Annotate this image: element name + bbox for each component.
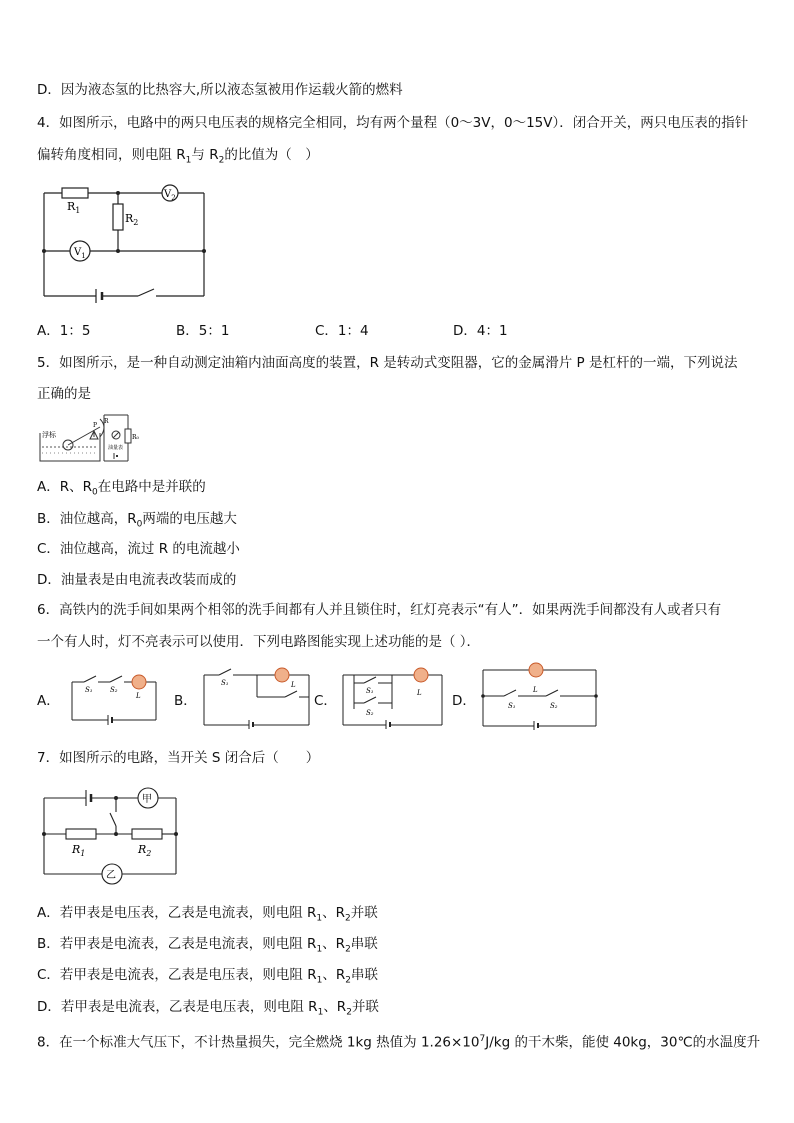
q3-option-d: D．因为液态氢的比热容大,所以液态氢被用作运载火箭的燃料 (37, 82, 403, 98)
q4-label-r1: $R_1$ (67, 200, 81, 215)
q7-option-a-sub1: 1 (316, 913, 323, 924)
q5-option-d: D．油量表是由电流表改装而成的 (37, 572, 237, 588)
q6a-switch-s1 (84, 676, 96, 682)
q6c-label-s1: S₁ (366, 687, 374, 695)
q7-circuit-diagram (40, 786, 182, 888)
q7-option-a-sub2: 2 (345, 913, 351, 924)
q4-sub1: 1 (185, 155, 192, 166)
q6b-label-s1: S₁ (221, 679, 229, 687)
q5-option-a-sub: 0 (92, 487, 98, 498)
q5-option-a-tail: 在电路中是并联的 (97, 479, 206, 495)
q6-circuit-a (70, 670, 160, 725)
q4-option-c: C．1：4 (315, 323, 369, 339)
q7-option-c-tail: 串联 (350, 967, 378, 983)
q5-option-c: C．油位越高，流过 R 的电流越小 (37, 541, 240, 557)
q6-circuit-d (480, 660, 600, 730)
q6a-label-l: L (136, 692, 141, 700)
q7-resistor-r2 (132, 829, 162, 839)
q7-option-b-sub2: 2 (345, 944, 351, 955)
q7-option-c-sub1: 1 (316, 975, 323, 986)
q6b-label-l: L (291, 681, 296, 689)
q6-label-c: C． (314, 693, 337, 709)
q5-label-r: R (104, 418, 109, 425)
q5-option-a-text: A．R、R (37, 479, 92, 495)
q5-lever (68, 427, 100, 445)
q7-stem: 7．如图所示的电路，当开关 S 闭合后（ ） (37, 750, 320, 766)
q5-stem-line1: 5．如图所示，是一种自动测定油箱内油面高度的装置，R 是转动式变阻器，它的金属滑片 P 是杠杆的一端，下列说法 (37, 355, 738, 371)
q7-option-b-mid: 、R (322, 936, 346, 952)
q6c-label-l: L (417, 689, 422, 697)
q6b-lamp-l (275, 668, 289, 682)
q4-stem-line1: 4．如图所示，电路中的两只电压表的规格完全相同，均有两个量程（0～3V，0～15V）．闭合开关，两只电压表的指针 (37, 115, 749, 131)
q7-option-d-sub2: 2 (346, 1007, 352, 1018)
q4-switch (138, 289, 154, 296)
q4-stem-line2 (37, 146, 319, 170)
q7-switch-s (110, 813, 116, 826)
q4-label-v2: $V_2$ (164, 189, 176, 202)
q5-resistor-r0 (125, 429, 131, 443)
q6a-lamp-l (132, 675, 146, 689)
q6-stem-line2: 一个有人时，灯不亮表示可以使用．下列电路图能实现上述功能的是（ ）． (37, 634, 481, 650)
q6a-label-s1: S₁ (85, 686, 93, 694)
q4-option-b: B．5：1 (176, 323, 230, 339)
q5-option-a (37, 478, 206, 502)
q8-stem (37, 1030, 760, 1052)
q8-stem-sup: 7 (479, 1034, 486, 1044)
q7-option-b-tail: 串联 (350, 936, 378, 952)
q7-option-b-text: B．若甲表是电流表，乙表是电流表，则电阻 R (37, 936, 317, 952)
q5-label-float: 浮标 (42, 431, 56, 439)
q7-option-a-mid: 、R (322, 905, 346, 921)
q8-stem-part-a: 8．在一个标准大气压下，不计热量损失，完全燃烧 1kg 热值为 1.26×10 (37, 1034, 480, 1051)
q7-option-d-text: D．若甲表是电流表，乙表是电压表，则电阻 R (37, 999, 318, 1015)
q4-label-r2: $R_2$ (125, 212, 139, 227)
q7-label-r1: $R_1$ (72, 843, 86, 858)
q4-stem-part-b: 与 R (191, 147, 219, 163)
q6b-switch-s1 (219, 669, 231, 675)
q4-option-d: D．4：1 (453, 323, 508, 339)
q4-stem-part-c: 的比值为（ ） (224, 147, 319, 163)
q7-option-c-text: C．若甲表是电流表，乙表是电压表，则电阻 R (37, 967, 317, 983)
q5-stem-line2: 正确的是 (37, 386, 91, 402)
q5-option-b-tail: 两端的电压越大 (142, 511, 237, 527)
q6-circuit-c (340, 665, 446, 729)
q5-label-p: P (93, 422, 98, 429)
q4-sub2: 2 (218, 155, 225, 166)
q6a-switch-s2 (110, 676, 122, 682)
q5-label-r0: R₀ (132, 434, 139, 441)
q6-label-b: B． (174, 693, 197, 709)
q7-option-c (37, 966, 378, 990)
q4-option-a: A．1：5 (37, 323, 91, 339)
q6d-label-s1: S₁ (508, 702, 516, 710)
q7-option-d-mid: 、R (323, 999, 347, 1015)
q6-stem-line1: 6．高铁内的洗手间如果两个相邻的洗手间都有人并且锁住时，红灯亮表示“有人”．如果两洗手间都没有人或者只有 (37, 602, 722, 618)
q7-option-b (37, 935, 378, 959)
q7-resistor-r1 (66, 829, 96, 839)
q7-label-yi: 乙 (106, 870, 116, 881)
q6d-label-s2: S₂ (550, 702, 558, 710)
q6-circuit-b (201, 665, 313, 729)
q6b-switch-s2 (285, 691, 297, 697)
q6d-lamp-l (529, 663, 543, 677)
q6a-label-s2: S₂ (110, 686, 118, 694)
q5-option-b-sub: 0 (136, 519, 143, 530)
q6c-lamp-l (414, 668, 428, 682)
q7-option-b-sub1: 1 (316, 944, 323, 955)
q5-option-b (37, 510, 237, 534)
q7-option-a-tail: 并联 (350, 905, 378, 921)
q6d-switch-s1 (504, 690, 516, 696)
q4-resistor-r1 (62, 188, 88, 198)
q7-label-jia: 甲 (142, 794, 152, 805)
q7-option-d-sub1: 1 (317, 1007, 324, 1018)
q5-option-b-text: B．油位越高，R (37, 511, 137, 527)
q7-option-a-text: A．若甲表是电压表，乙表是电流表，则电阻 R (37, 905, 317, 921)
q6c-label-s2: S₂ (366, 709, 374, 717)
q4-circuit-diagram (38, 178, 210, 302)
q4-label-v1: $V_1$ (74, 247, 86, 260)
q7-option-d-tail: 并联 (351, 999, 379, 1015)
q7-label-r2: $R_2$ (138, 843, 152, 858)
q6-label-a: A． (37, 693, 60, 709)
q6d-label-l: L (533, 686, 538, 694)
q5-label-gauge: 油量表 (108, 445, 124, 451)
q7-option-c-mid: 、R (322, 967, 346, 983)
q7-option-c-sub2: 2 (345, 975, 351, 986)
q7-option-a (37, 904, 378, 928)
q6c-switch-s2 (364, 697, 376, 703)
q5-oil-tank-diagram (38, 413, 138, 465)
q6c-switch-s1 (364, 677, 376, 683)
q4-resistor-r2 (113, 204, 123, 230)
q6d-switch-s2 (546, 690, 558, 696)
q8-stem-part-b: J/kg 的干木柴，能使 40kg，30℃的水温度升 (485, 1034, 761, 1051)
q4-stem-part-a: 偏转角度相同，则电阻 R (37, 147, 186, 163)
q7-option-d (37, 998, 379, 1022)
q6-label-d: D． (452, 693, 476, 709)
